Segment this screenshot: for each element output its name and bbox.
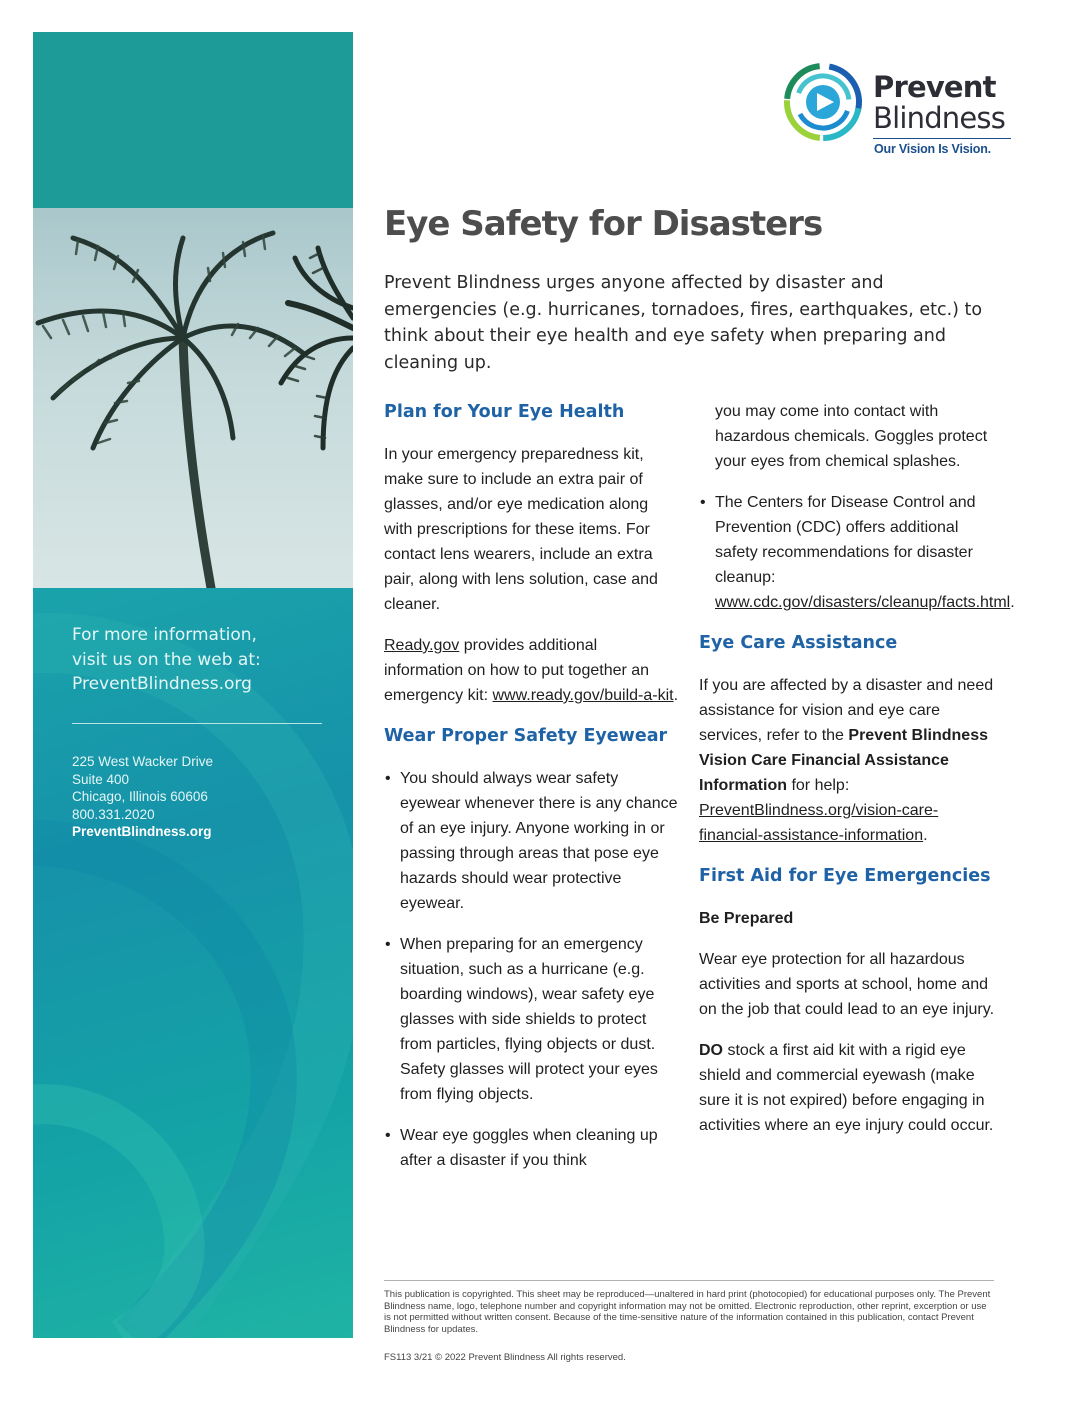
first-aid-heading: First Aid for Eye Emergencies: [699, 866, 991, 886]
sidebar: [33, 32, 353, 1338]
cdc-end: .: [1010, 594, 1015, 611]
address-website[interactable]: PreventBlindness.org: [72, 824, 212, 839]
ready-paragraph: [384, 633, 680, 708]
assistance-heading: Eye Care Assistance: [699, 633, 898, 653]
sidebar-info-line: For more information,: [72, 625, 257, 645]
footer-divider: [384, 1280, 994, 1281]
do-text: stock a first aid kit with a rigid eye shield and commercial eyewash (make sure it is not expired) before engaging in activities where an eye injury could occur.: [699, 1042, 994, 1134]
logo-wordmark: [873, 72, 1005, 134]
assistance-text2: for help:: [787, 777, 850, 794]
prevent-blindness-logo: [783, 62, 1023, 162]
first-aid-paragraph: Wear eye protection for all hazardous activities and sports at school, home and on the job that could lead to an eye injury.: [699, 951, 995, 1018]
sidebar-address: [72, 753, 213, 841]
ready-text: provides additional information on how to put together an emergency kit:: [384, 637, 650, 704]
right-column: [699, 399, 1015, 1154]
assistance-paragraph: [699, 673, 995, 848]
eyewear-list-continued: [699, 490, 1015, 615]
logo-tagline: Our Vision Is Vision.: [874, 142, 991, 156]
ready-gov-link[interactable]: Ready.gov: [384, 637, 460, 654]
address-suite: Suite 400: [72, 771, 130, 787]
address-city: Chicago, Illinois 60606: [72, 789, 208, 804]
assistance-text: If you are affected by a disaster and need assistance for vision and eye care services, refer to the: [699, 677, 994, 744]
build-a-kit-link[interactable]: www.ready.gov/build-a-kit: [492, 687, 674, 704]
plan-heading: Plan for Your Eye Health: [384, 402, 625, 422]
ready-end: .: [673, 687, 679, 704]
logo-word-prevent: Prevent: [873, 70, 996, 104]
plan-paragraph: In your emergency preparedness kit, make sure to include an extra pair of glasses, and/or eye medication along with prescriptions for these items. For contact lens wearers, include an extra pair, along with lens solution, case and cleaner.: [384, 446, 658, 613]
eye-logo-icon: [783, 62, 863, 142]
footer-publication-id: FS113 3/21 © 2022 Prevent Blindness All rights reserved.: [384, 1352, 626, 1363]
list-item: • Wear eye goggles when cleaning up after a disaster if you think: [384, 1123, 680, 1173]
footer-copyright: This publication is copyrighted. This sheet may be reproduced—unaltered in hard print (photocopied) for educational purposes only. The Prevent Blindness name, logo, telephone number and copyright information may not be omitted. Electronic reproduction, other reprint, excerption or use is not permitted without written consent. Because of the time-sensitive nature of the information contained in this publication, contact Prevent Blindness for updates.: [384, 1289, 991, 1335]
do-label: DO: [699, 1042, 723, 1059]
sidebar-divider: [72, 723, 322, 724]
list-item: • You should always wear safety eyewear whenever there is any chance of an eye injury. Anyone working in or passing through areas that pose eye hazards should wear protective eyewear.: [384, 766, 680, 916]
logo-word-blindness: Blindness: [873, 101, 1006, 135]
eyewear-list: [384, 766, 680, 1173]
page-title: Eye Safety for Disasters: [384, 204, 823, 244]
list-item: • When preparing for an emergency situation, such as a hurricane (e.g. boarding windows), wear safety eye glasses with side shields to protect from particles, flying objects or dust. Safety glasses will protect your eyes from flying objects.: [384, 932, 680, 1107]
logo-rule: [873, 138, 1011, 139]
cdc-link[interactable]: www.cdc.gov/disasters/cleanup/facts.html: [715, 594, 1011, 611]
address-phone: 800.331.2020: [72, 806, 155, 822]
cdc-text: The Centers for Disease Control and Prevention (CDC) offers additional safety recommendations for disaster cleanup:: [715, 494, 976, 586]
sidebar-info-panel: [33, 588, 353, 1338]
sidebar-info-line[interactable]: PreventBlindness.org: [72, 674, 252, 694]
goggles-continuation: you may come into contact with hazardous chemicals. Goggles protect your eyes from chemical splashes.: [715, 403, 988, 470]
do-paragraph: [699, 1038, 995, 1138]
list-item: [699, 490, 1015, 615]
palm-tree-photo: [33, 208, 353, 588]
left-column: [384, 400, 680, 1189]
eyewear-heading: Wear Proper Safety Eyewear: [384, 726, 668, 746]
intro-paragraph: Prevent Blindness urges anyone affected by disaster and emergencies (e.g. hurricanes, tornadoes, fires, earthquakes, etc.) to think about their eye health and eye safety when preparing and cleaning up.: [384, 273, 983, 373]
assistance-end: .: [923, 827, 928, 844]
address-street: 225 West Wacker Drive: [72, 754, 214, 769]
sidebar-info-line: visit us on the web at:: [72, 649, 261, 670]
assistance-link[interactable]: PreventBlindness.org/vision-care-financial-assistance-information: [699, 802, 939, 844]
sidebar-more-info: [72, 623, 332, 697]
assistance-bold: Prevent Blindness Vision Care Financial Assistance Information: [699, 727, 988, 794]
be-prepared-subheading: Be Prepared: [699, 910, 794, 927]
sidebar-teal-band: [33, 32, 353, 208]
